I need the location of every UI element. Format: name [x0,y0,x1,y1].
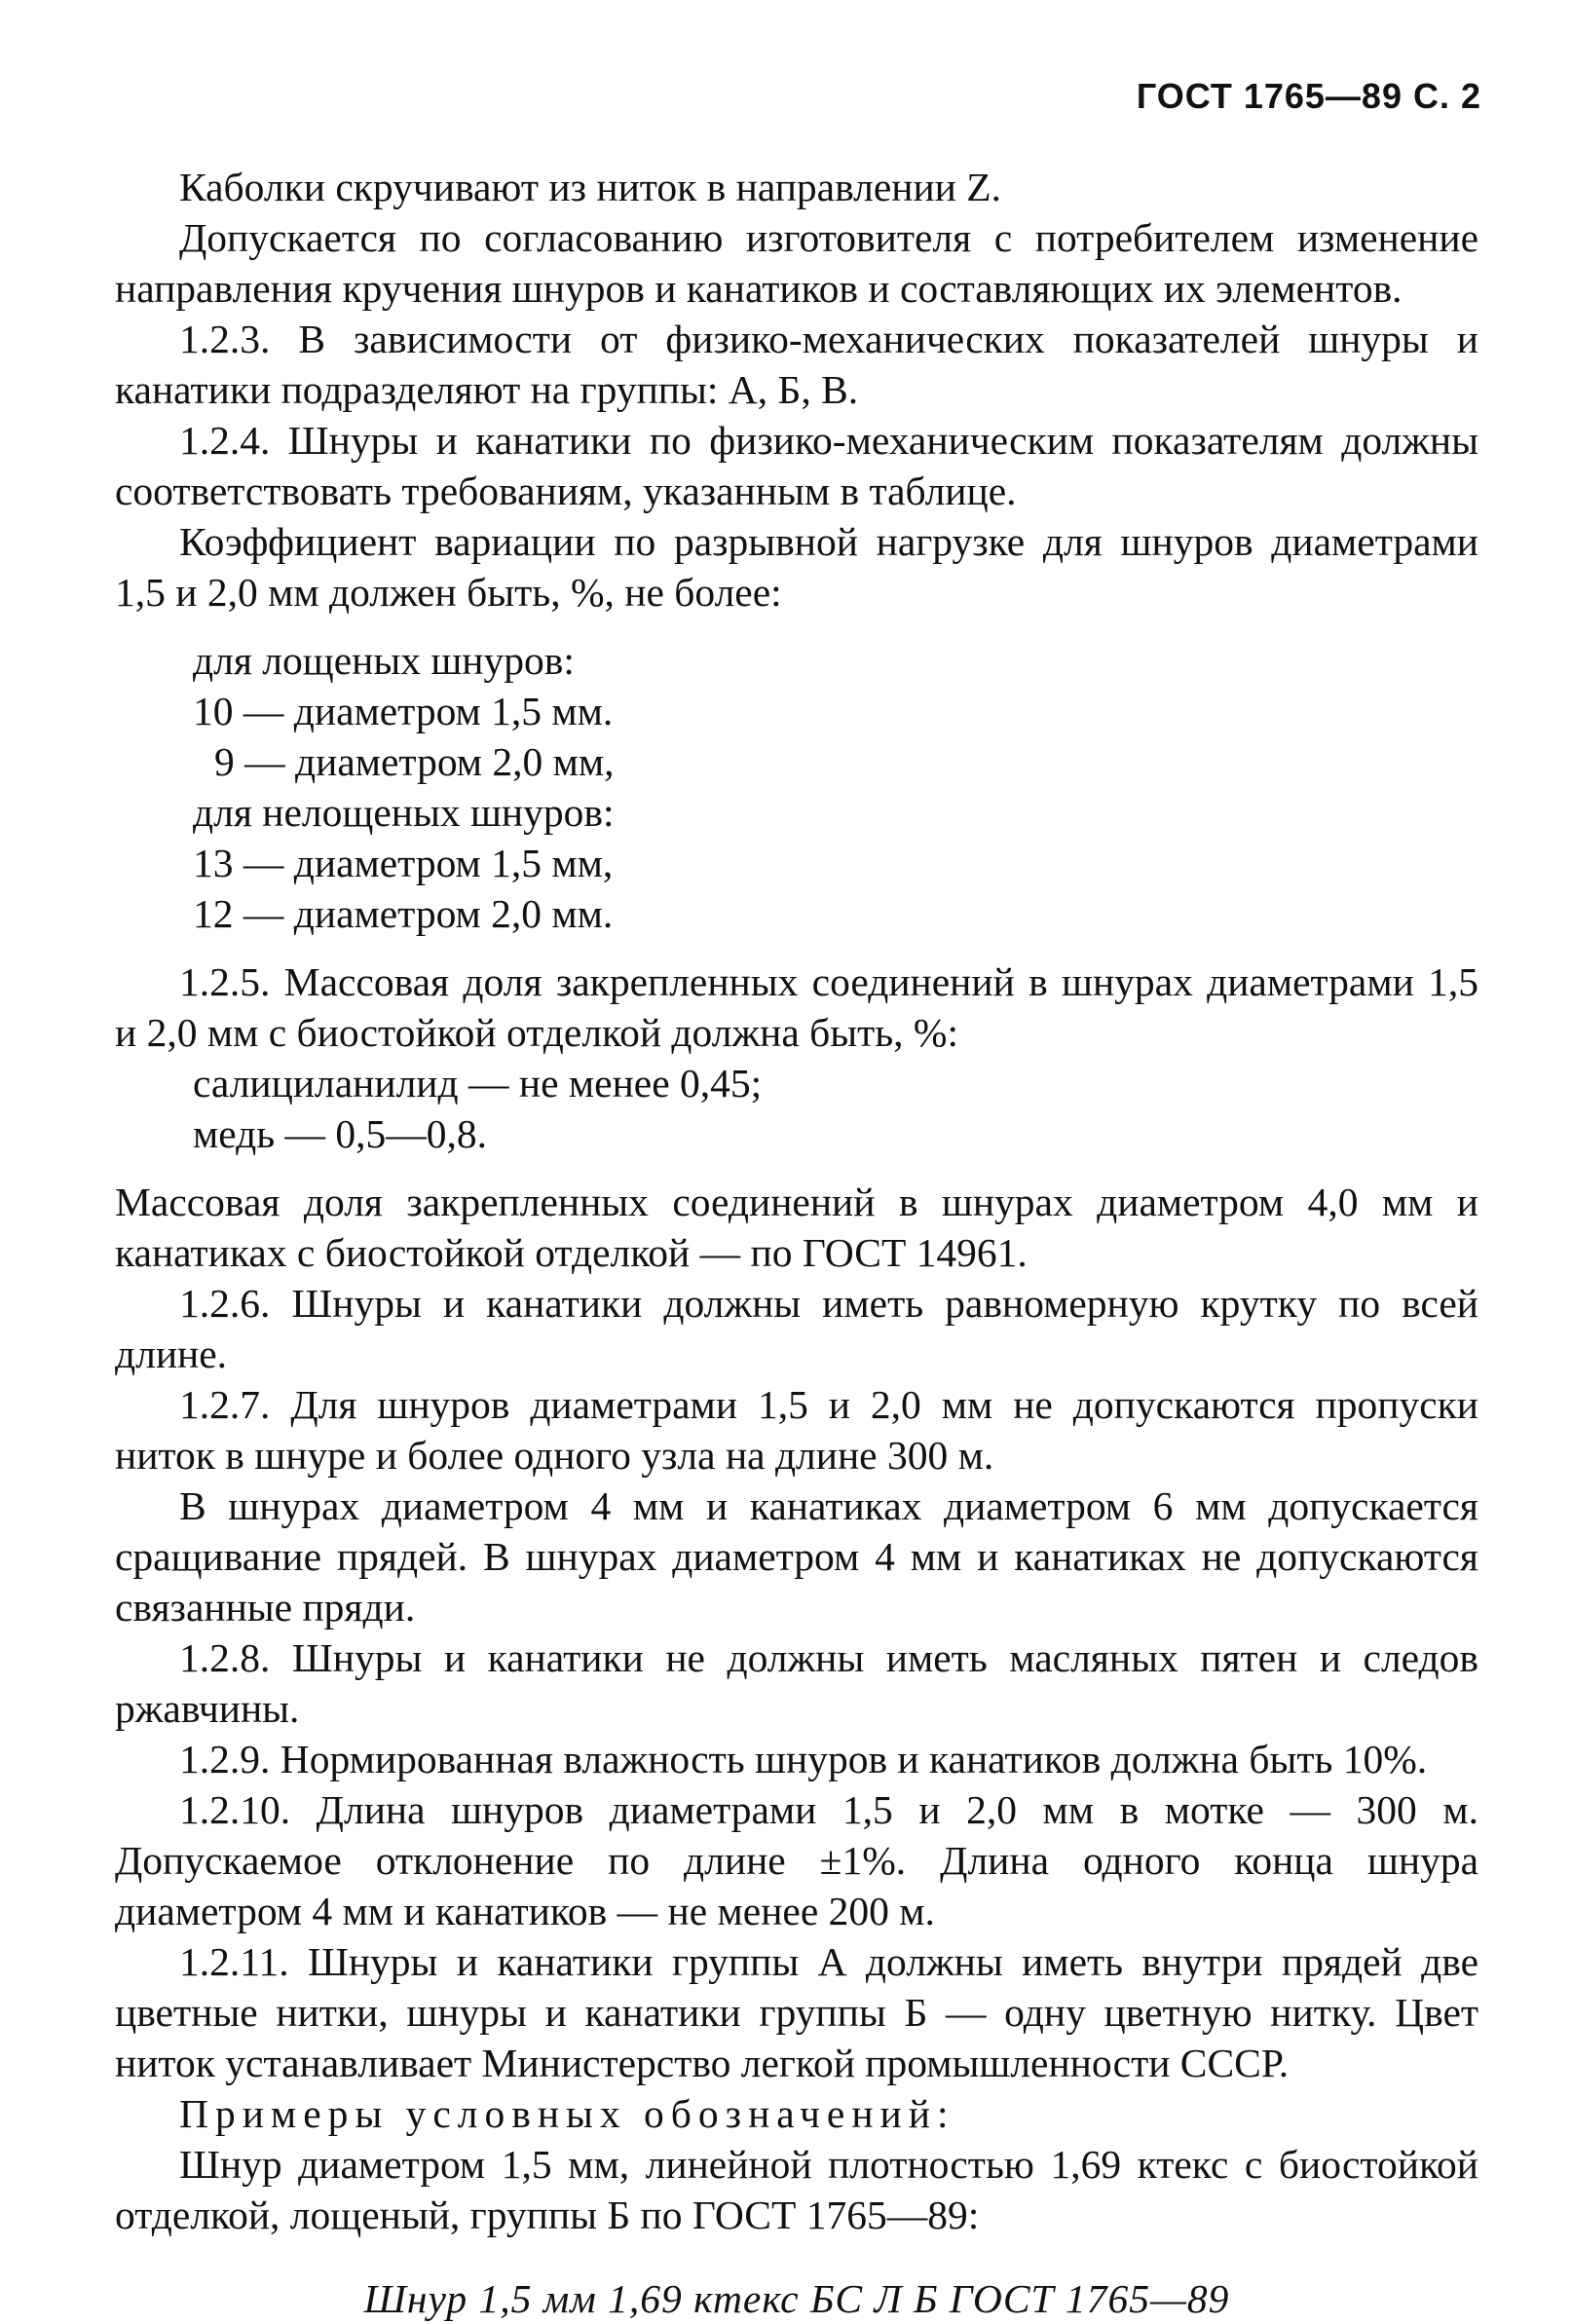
paragraph: Шнур диаметром 1,5 мм, линейной плотностью 1,69 ктекс с биостойкой отделкой, лощеный, группы Б по ГОСТ 1765—89: [115,2142,1478,2237]
clause-1-2-4: 1.2.4. Шнуры и канатики по физико-механическим показателям должны соответствовать требованиям, указанным в таблице. [115,418,1478,513]
list-item: салициланилид — не менее 0,45; [193,1061,763,1106]
document-body [115,162,1478,2324]
list-item: 13 — диаметром 1,5 мм, [193,841,614,885]
paragraph: Каболки скручивают из ниток в направлении Z. [179,165,1001,209]
paragraph: Коэффициент вариации по разрывной нагрузке для шнуров диаметрами 1,5 и 2,0 мм должен быть, %, не более: [115,519,1478,615]
list-item: для лощеных шнуров: [193,638,575,683]
clause-1-2-11: 1.2.11. Шнуры и канатики группы А должны иметь внутри прядей две цветные нитки, шнуры и канатики группы Б — одну цветную нитку. Цвет ниток устанавливает Министерство легкой промышленности СССР. [115,1939,1478,2085]
clause-1-2-5: 1.2.5. Массовая доля закрепленных соединений в шнурах диаметрами 1,5 и 2,0 мм с биостойкой отделкой должна быть, %: [115,959,1478,1055]
designation-example: Шнур 1,5 мм 1,69 ктекс БС Л Б ГОСТ 1765—89 [363,2276,1230,2321]
examples-heading: Примеры условных обозначений: [179,2091,955,2136]
list-item: для нелощеных шнуров: [193,790,615,835]
clause-1-2-7: 1.2.7. Для шнуров диаметрами 1,5 и 2,0 мм не допускаются пропуски ниток в шнуре и более одного узла на длине 300 м. [115,1382,1478,1478]
composition-list [115,1058,1478,1159]
clause-1-2-8: 1.2.8. Шнуры и канатики не должны иметь масляных пятен и следов ржавчины. [115,1635,1478,1731]
clause-1-2-9: 1.2.9. Нормированная влажность шнуров и канатиков должна быть 10%. [179,1737,1428,1781]
paragraph: Массовая доля закрепленных соединений в шнурах диаметром 4,0 мм и канатиках с биостойкой отделкой — по ГОСТ 14961. [115,1180,1478,1275]
clause-1-2-3: 1.2.3. В зависимости от физико-механических показателей шнуры и канатики подразделяют на группы: А, Б, В. [115,317,1478,412]
variation-list [115,635,1478,939]
paragraph: В шнурах диаметром 4 мм и канатиках диаметром 6 мм допускается сращивание прядей. В шнурах диаметром 4 мм и канатиках не допускаются связанные пряди. [115,1483,1478,1630]
page-header: ГОСТ 1765—89 С. 2 [1136,76,1481,116]
clause-1-2-6: 1.2.6. Шнуры и канатики должны иметь равномерную крутку по всей длине. [115,1281,1478,1376]
paragraph: Допускается по согласованию изготовителя с потребителем изменение направления кручения шнуров и канатиков и составляющих их элементов. [115,215,1478,311]
list-item: 12 — диаметром 2,0 мм. [193,891,614,936]
list-item: медь — 0,5—0,8. [193,1111,488,1156]
list-item: 9 — диаметром 2,0 мм, [214,739,615,784]
clause-1-2-10: 1.2.10. Длина шнуров диаметрами 1,5 и 2,0 мм в мотке — 300 м. Допускаемое отклонение по длине ±1%. Длина одного конца шнура диаметром 4 мм и канатиков — не менее 200 м. [115,1787,1478,1933]
list-item: 10 — диаметром 1,5 мм. [193,689,614,733]
